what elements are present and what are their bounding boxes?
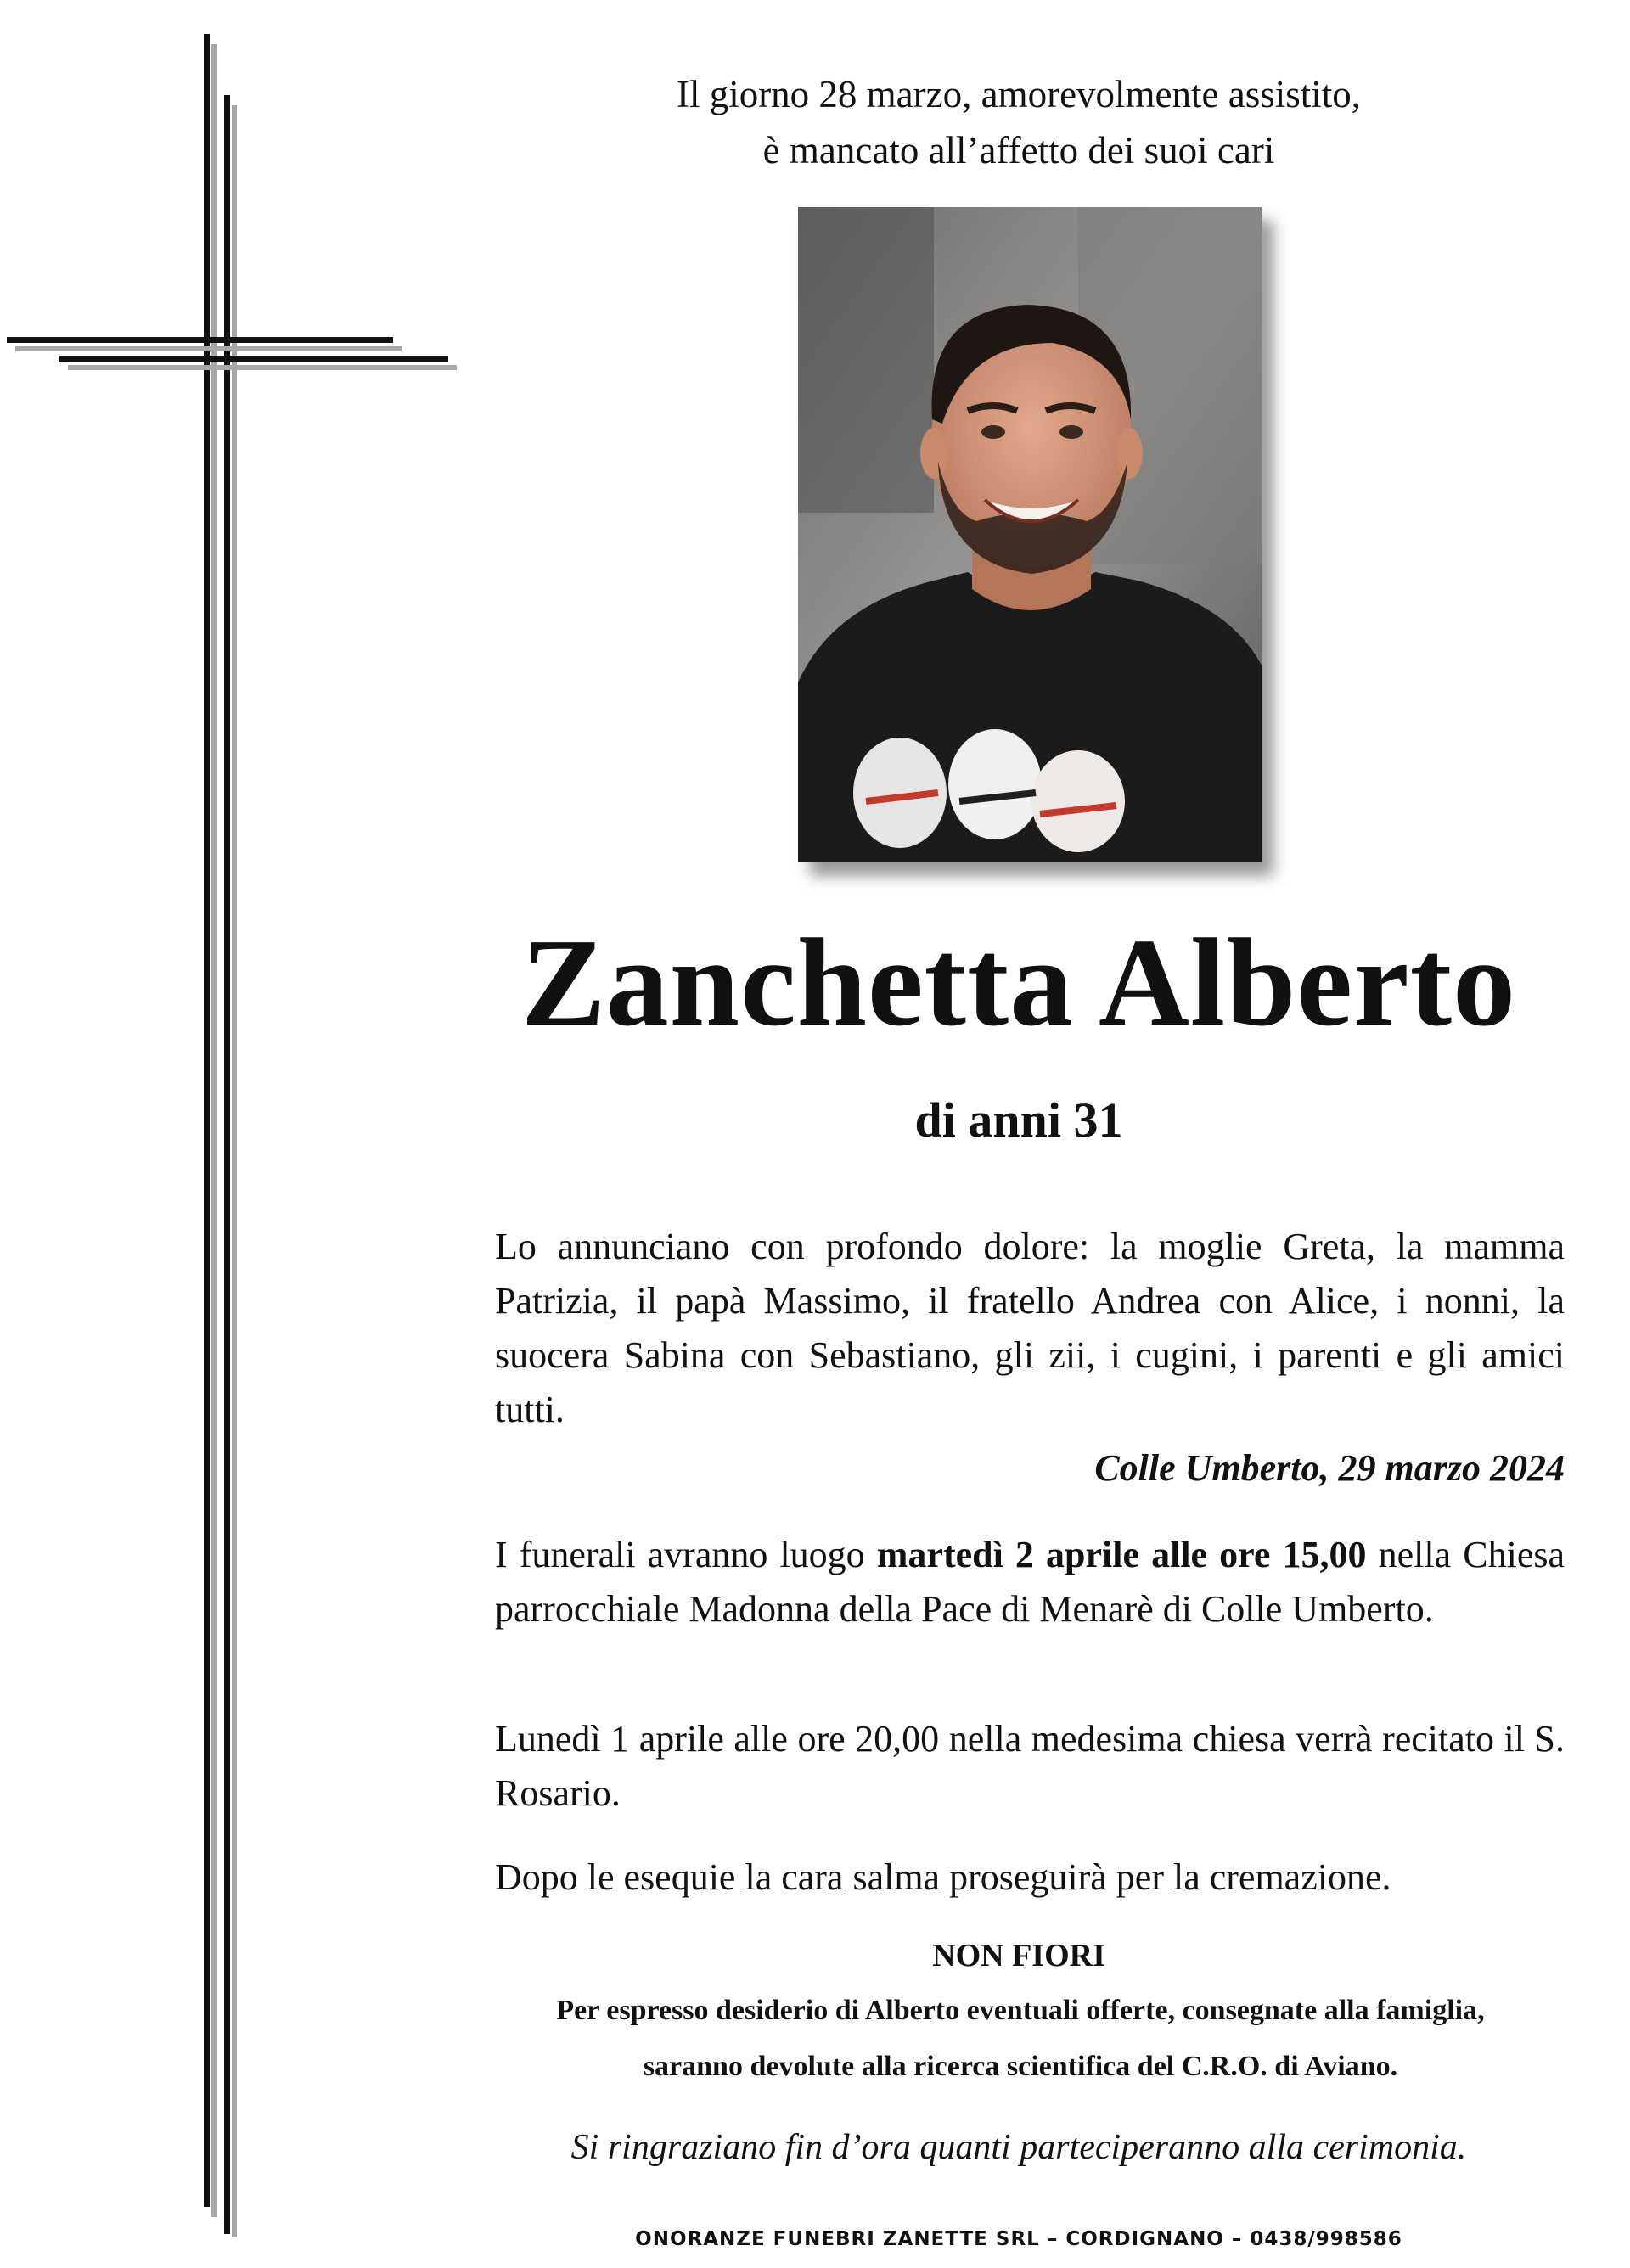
cross-horizontal-shadow	[68, 365, 457, 370]
announcement-paragraph: Lo annunciano con profondo dolore: la moglie Greta, la mamma Patrizia, il papà Massimo, il fratello Andrea con Alice, i nonni, la suocera Sabina con Sebastiano, gli zii, i cugini, i parenti e gli amici tutti.	[495, 1226, 1565, 1430]
no-flowers-title: NON FIORI	[932, 1938, 1105, 1973]
intro-line: Il giorno 28 marzo, amorevolmente assistito,	[676, 73, 1362, 115]
thanks-line: Si ringraziano fin d’ora quanti parteciperanno alla cerimonia.	[570, 2128, 1467, 2167]
rosary-paragraph: Lunedì 1 aprile alle ore 20,00 nella medesima chiesa verrà recitato il S. Rosario.	[495, 1718, 1565, 1814]
cross-horizontal-shadow	[15, 346, 402, 351]
deceased-name: Zanchetta Alberto	[520, 913, 1517, 1053]
intro-line: è mancato all’affetto dei suoi cari	[762, 129, 1275, 171]
donation-note	[475, 1983, 1565, 2095]
cross-vertical-bar	[224, 95, 230, 2234]
funeral-home-footer: ONORANZE FUNEBRI ZANETTE SRL – CORDIGNANO – 0438/998586	[635, 2228, 1402, 2250]
funeral-datetime: martedì 2 aprile alle ore 15,00	[876, 1534, 1367, 1575]
cross-horizontal-bar	[59, 356, 448, 362]
portrait-photo	[798, 207, 1262, 862]
funeral-paragraph	[495, 1528, 1565, 1636]
donation-line: saranno devolute alla ricerca scientifica del C.R.O. di Aviano.	[643, 2051, 1398, 2082]
funeral-text: nella Chiesa parrocchiale Madonna della Pace di Menarè di Colle Umberto.	[495, 1534, 1565, 1630]
cross-vertical-shadow	[211, 44, 217, 2217]
place-date: Colle Umberto, 29 marzo 2024	[1094, 1447, 1565, 1489]
intro-text	[475, 66, 1562, 178]
funeral-text: I funerali avranno luogo	[495, 1534, 877, 1575]
cross-horizontal-bar	[7, 337, 393, 343]
cremation-paragraph: Dopo le esequie la cara salma proseguirà per la cremazione.	[495, 1856, 1391, 1898]
deceased-age: di anni 31	[914, 1092, 1123, 1148]
donation-line: Per espresso desiderio di Alberto eventuali offerte, consegnate alla famiglia,	[556, 1995, 1485, 2026]
cross-vertical-shadow	[232, 105, 237, 2237]
